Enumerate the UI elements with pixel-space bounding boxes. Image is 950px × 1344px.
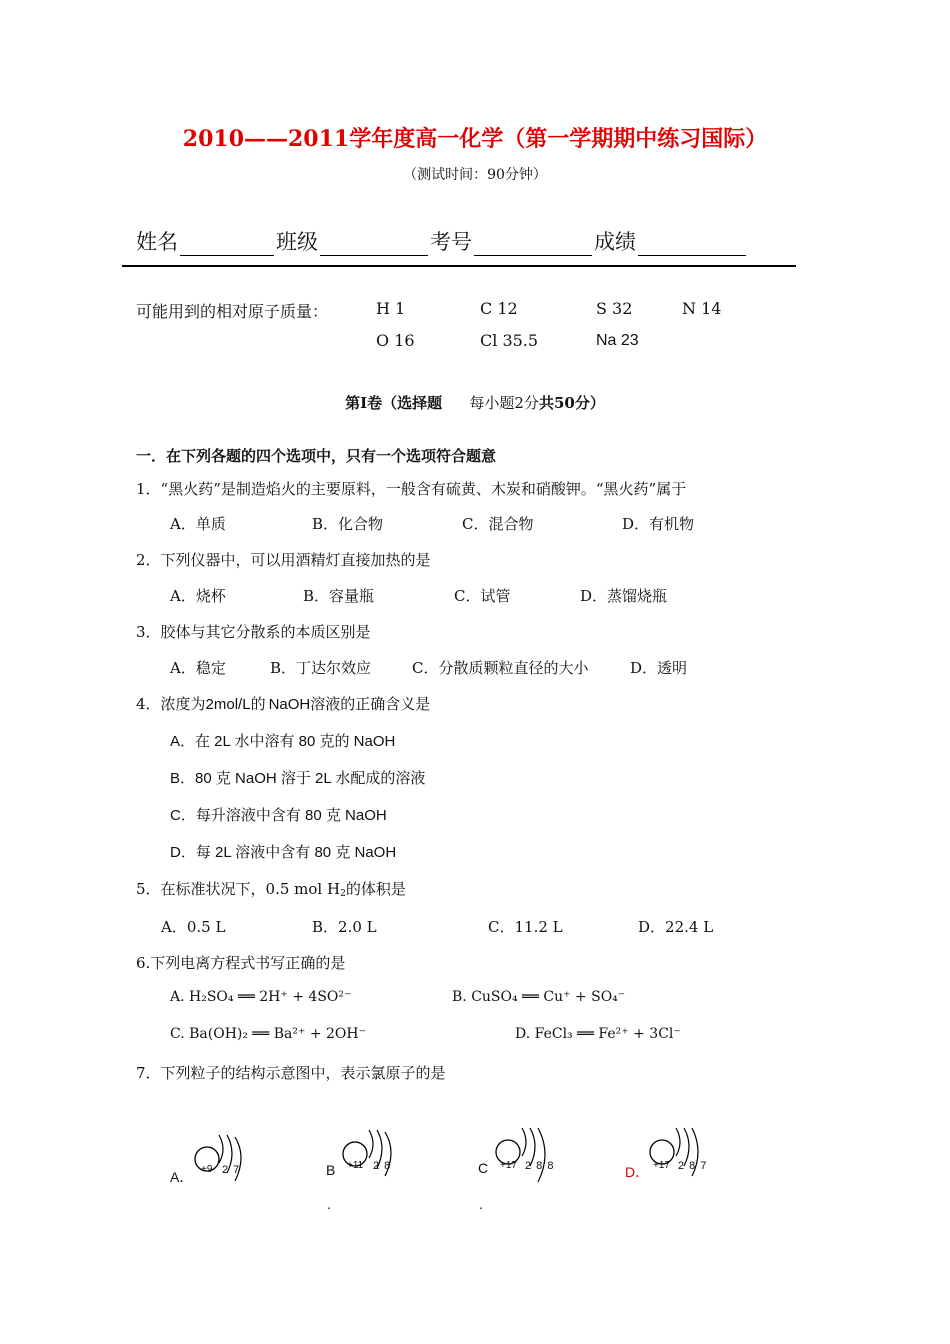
section-part: 第Ⅰ卷（选择题 [345,394,443,412]
q5-option-b[interactable]: B．2.0 L [312,918,377,936]
q5-stem [136,878,406,899]
q3-option-a[interactable]: A．稳定 [170,659,226,677]
q3-stem: 3．胶体与其它分散系的本质区别是 [136,623,371,641]
class-label: 班级 [276,230,318,254]
number-label: 考号 [430,230,472,254]
q1-stem: 1．“黑火药”是制造焰火的主要原料，一般含有硫黄、木炭和硝酸钾。“黑火药”属于 [136,480,687,498]
q7-option-b-diagram[interactable] [341,1128,401,1180]
q7-option-b-letter[interactable]: B [326,1162,336,1178]
q7-option-c-dot: . [479,1196,483,1212]
q6-option-b[interactable]: B. CuSO₄ ══ Cu⁺ + SO₄⁻ [452,989,626,1005]
q7-option-c-shells: 2 8 8 [525,1160,555,1172]
q3-option-d[interactable]: D．透明 [630,659,688,677]
q7-option-c-letter[interactable]: C [478,1160,489,1176]
shell-arc-b1 [369,1130,373,1158]
number-blank[interactable] [474,233,592,256]
q4-option-a[interactable]: A．在 2L 水中溶有 80 克的 NaOH [170,733,396,750]
q1-option-d[interactable]: D．有机物 [622,515,695,533]
name-label: 姓名 [136,230,178,254]
q7-option-a-diagram[interactable] [193,1133,253,1185]
q2-option-c[interactable]: C．试管 [454,587,511,605]
q4-stem-mid: 的 [250,695,266,713]
q2-stem: 2．下列仪器中，可以用酒精灯直接加热的是 [136,551,431,569]
q4-option-c[interactable]: C．每升溶液中含有 80 克 NaOH [170,807,387,824]
shell-arc-c3 [538,1128,545,1182]
q4-stem-post: 溶液的正确含义是 [310,695,431,713]
q7-option-d-letter[interactable]: D． [625,1164,650,1180]
q7-stem: 7．下列粒子的结构示意图中，表示氯原子的是 [136,1064,446,1082]
q5-option-c[interactable]: C．11.2 L [488,918,563,936]
q2-option-d[interactable]: D．蒸馏烧瓶 [580,587,668,605]
student-info-fields [136,226,748,256]
q1-option-c[interactable]: C．混合物 [462,515,534,533]
mass-n: N 14 [682,299,722,318]
q4-stem-pre: 4．浓度为 [136,695,206,713]
q7-option-d-nucleus: +17 [653,1160,670,1171]
q6-option-d[interactable]: D. FeCl₃ ══ Fe²⁺ + 3Cl⁻ [515,1026,681,1042]
class-blank[interactable] [320,233,428,256]
score-blank[interactable] [638,233,746,256]
q3-option-c[interactable]: C．分散质颗粒直径的大小 [412,659,589,677]
q7-option-a-nucleus: +9 [201,1164,213,1175]
q6-option-c[interactable]: C. Ba(OH)₂ ══ Ba²⁺ + 2OH⁻ [170,1026,366,1042]
mass-h: H 1 [376,299,406,318]
exam-duration: （测试时间：90分钟） [403,167,547,183]
mass-c: C 12 [480,299,518,318]
q7-option-a-shells: 2 7 [222,1164,241,1176]
q2-option-a[interactable]: A．烧杯 [170,587,226,605]
section-total: 共50分） [538,394,605,412]
q4-stem [136,693,430,714]
q7-option-a-letter[interactable]: A． [170,1169,194,1185]
q3-option-b[interactable]: B．丁达尔效应 [270,659,372,677]
section-points: 每小题2分 [469,394,539,412]
instructions: 一．在下列各题的四个选项中，只有一个选项符合题意 [136,447,497,465]
q5-subscript: 2 [340,889,346,899]
q5-stem-pre: 5．在标准状况下，0.5 mol H [136,880,341,898]
shell-arc-c1 [522,1128,526,1156]
q4-solute: NaOH [268,696,311,713]
q1-option-a[interactable]: A．单质 [170,515,226,533]
mass-na: Na 23 [596,332,639,349]
q6-stem: 6.下列电离方程式书写正确的是 [136,954,346,972]
mass-s: S 32 [596,299,633,318]
q7-option-b-dot: . [327,1196,331,1212]
q7-option-c-nucleus: +17 [500,1160,517,1171]
q5-stem-post: 的体积是 [345,880,406,898]
q5-option-a[interactable]: A．0.5 L [161,918,226,936]
mass-cl: Cl 35.5 [480,331,539,350]
q7-option-d-shells: 2 8 7 [678,1160,708,1172]
exam-title: 2010——2011学年度高一化学（第一学期期中练习国际） [182,126,768,152]
q4-option-d[interactable]: D．每 2L 溶液中含有 80 克 NaOH [170,844,397,861]
atomic-mass-label: 可能用到的相对原子质量： [136,302,329,321]
name-blank[interactable] [180,233,274,256]
q7-option-b-shells: 2 8 [373,1160,392,1172]
q2-option-b[interactable]: B．容量瓶 [303,587,375,605]
q1-option-b[interactable]: B．化合物 [312,515,384,533]
q4-concentration: 2mol/L [205,696,251,713]
q7-option-b-nucleus: +11 [347,1160,364,1171]
mass-o: O 16 [376,331,415,350]
header-divider [122,265,796,267]
section-heading [0,392,950,413]
q7-option-c-diagram[interactable] [494,1126,560,1192]
q7-option-d-diagram[interactable] [648,1126,714,1186]
q6-option-a[interactable]: A. H₂SO₄ ══ 2H⁺ + 4SO²⁻ [170,989,352,1005]
q4-option-b[interactable]: B．80 克 NaOH 溶于 2L 水配成的溶液 [170,770,426,787]
q5-option-d[interactable]: D．22.4 L [638,918,714,936]
shell-arc-d1 [676,1128,680,1156]
score-label: 成绩 [594,230,636,254]
